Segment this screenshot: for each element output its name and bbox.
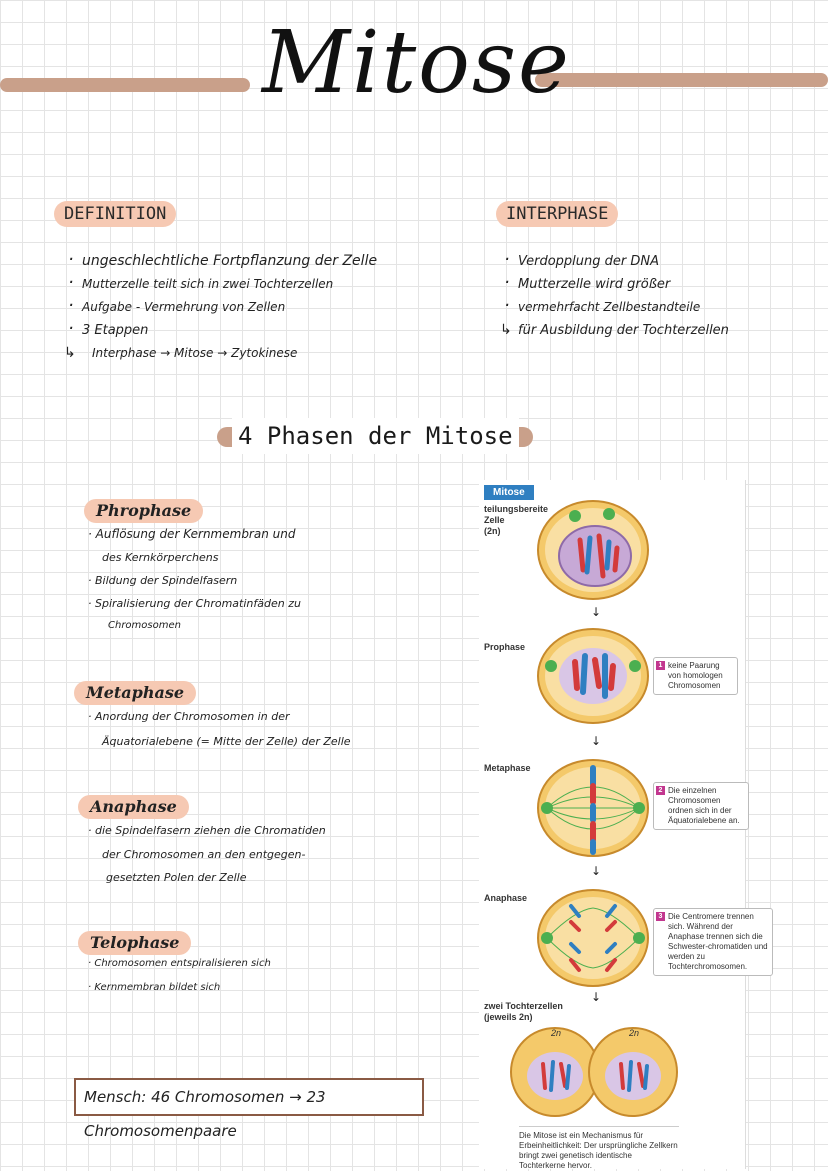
title-bar-right: [535, 73, 828, 87]
definition-heading: DEFINITION: [54, 201, 176, 227]
interphase-item: · Verdopplung der DNA: [500, 250, 729, 273]
interphase-item: [500, 319, 729, 342]
phase-telophase-heading: Telophase: [78, 931, 191, 955]
phase-metaphase-heading: Metaphase: [74, 681, 196, 705]
note-text-3: Die Centromere trennen sich. Während der Anaphase trennen sich die Schwester-chromatiden und werden zu Tochterchromosomen.: [668, 912, 768, 971]
figure-tag: Mitose: [484, 485, 534, 500]
definition-item-text: Interphase → Mitose → Zytokinese: [92, 346, 298, 360]
cell-metaphase-diagram: [535, 756, 651, 860]
definition-item: · 3 Etappen: [64, 319, 377, 342]
figure-note-1: [653, 657, 738, 695]
figure-note-2: [653, 782, 749, 830]
cell-anaphase-diagram: [535, 886, 651, 990]
interphase-item: · vermehrfacht Zellbestandteile: [500, 296, 729, 319]
phase-prophase-text: Bildung der Spindelfasern: [95, 574, 238, 587]
summary-box: Mensch: 46 Chromosomen → 23 Chromosomenpaare: [74, 1078, 424, 1116]
definition-list: [64, 250, 377, 365]
phase-prophase-line: · Bildung der Spindelfasern: [88, 574, 238, 587]
phase-metaphase-line: · Anordung der Chromosomen in der: [88, 710, 290, 723]
phase-telophase-text: Chromosomen entspiralisieren sich: [94, 958, 271, 969]
figure-caption: Die Mitose ist ein Mechanismus für Erbeinheitlichkeit: Der ursprüngliche Zellkern bringt zwei genetisch identische Tochterkerne hervor.: [519, 1126, 679, 1171]
cell-interphase-diagram: [535, 498, 651, 602]
definition-item: · ungeschlechtliche Fortpflanzung der Zelle: [64, 250, 377, 273]
phase-telophase-line: · Kernmembran bildet sich: [88, 982, 221, 993]
figure-note-3: [653, 908, 773, 976]
title-bar-left: [0, 78, 250, 92]
phase-prophase-heading: Phrophase: [84, 499, 203, 523]
figure-label-cell: teilungsbereite Zelle (2n): [484, 504, 549, 536]
figure-label-prophase: Prophase: [484, 642, 526, 652]
note-number-3: 3: [656, 912, 665, 921]
phase-anaphase-heading: Anaphase: [78, 795, 189, 819]
arrow-down-4: ↓: [591, 990, 602, 1004]
figure-label-metaphase: Metaphase: [484, 763, 531, 773]
phase-anaphase-text: die Spindelfasern ziehen die Chromatiden: [95, 824, 326, 837]
figure-label-daughters: zwei Tochterzellen (jeweils 2n): [484, 1001, 563, 1022]
phases-title: 4 Phasen der Mitose: [232, 418, 519, 454]
phase-metaphase-line: Äquatorialebene (= Mitte der Zelle) der Zelle: [102, 735, 351, 748]
phase-prophase-line: · Spiralisierung der Chromatinfäden zu: [88, 597, 301, 610]
interphase-item-text: für Ausbildung der Tochterzellen: [518, 323, 729, 338]
phase-telophase-text: Kernmembran bildet sich: [94, 982, 221, 993]
page-title: Mitose: [262, 13, 571, 113]
daughter-label-2n-right: 2n: [629, 1028, 640, 1038]
daughter-label-2n-left: 2n: [551, 1028, 562, 1038]
phase-anaphase-line: · die Spindelfasern ziehen die Chromatiden: [88, 824, 326, 837]
phase-metaphase-text: Anordung der Chromosomen in der: [95, 710, 290, 723]
note-number-2: 2: [656, 786, 665, 795]
phase-anaphase-line: der Chromosomen an den entgegen-: [102, 848, 306, 861]
arrow-down-2: ↓: [591, 734, 602, 748]
interphase-list: [500, 250, 729, 342]
interphase-heading: INTERPHASE: [496, 201, 618, 227]
phase-prophase-line: · Auflösung der Kernmembran und: [88, 527, 296, 541]
definition-item: · Mutterzelle teilt sich in zwei Tochterzellen: [64, 273, 377, 296]
phase-prophase-line: des Kernkörperchens: [102, 551, 219, 564]
phase-prophase-line: Chromosomen: [108, 620, 181, 631]
phase-telophase-line: · Chromosomen entspiralisieren sich: [88, 958, 271, 969]
note-number-1: 1: [656, 661, 665, 670]
note-text-2: Die einzelnen Chromosomen ordnen sich in der Äquatorialebene an.: [668, 786, 740, 825]
definition-item: · Aufgabe - Vermehrung von Zellen: [64, 296, 377, 319]
mitosis-figure: [479, 480, 768, 1170]
phase-prophase-text: Spiralisierung der Chromatinfäden zu: [95, 597, 301, 610]
arrow-down-3: ↓: [591, 864, 602, 878]
definition-item: [64, 342, 377, 365]
phase-prophase-text: Auflösung der Kernmembran und: [95, 527, 296, 541]
arrow-down-1: ↓: [591, 605, 602, 619]
cell-prophase-diagram: [535, 626, 651, 726]
note-text-1: keine Paarung von homologen Chromosomen: [668, 661, 723, 690]
daughter-cells-diagram: [509, 1020, 679, 1120]
interphase-item: · Mutterzelle wird größer: [500, 273, 729, 296]
figure-label-anaphase: Anaphase: [484, 893, 528, 903]
phase-anaphase-line: gesetzten Polen der Zelle: [106, 871, 247, 884]
